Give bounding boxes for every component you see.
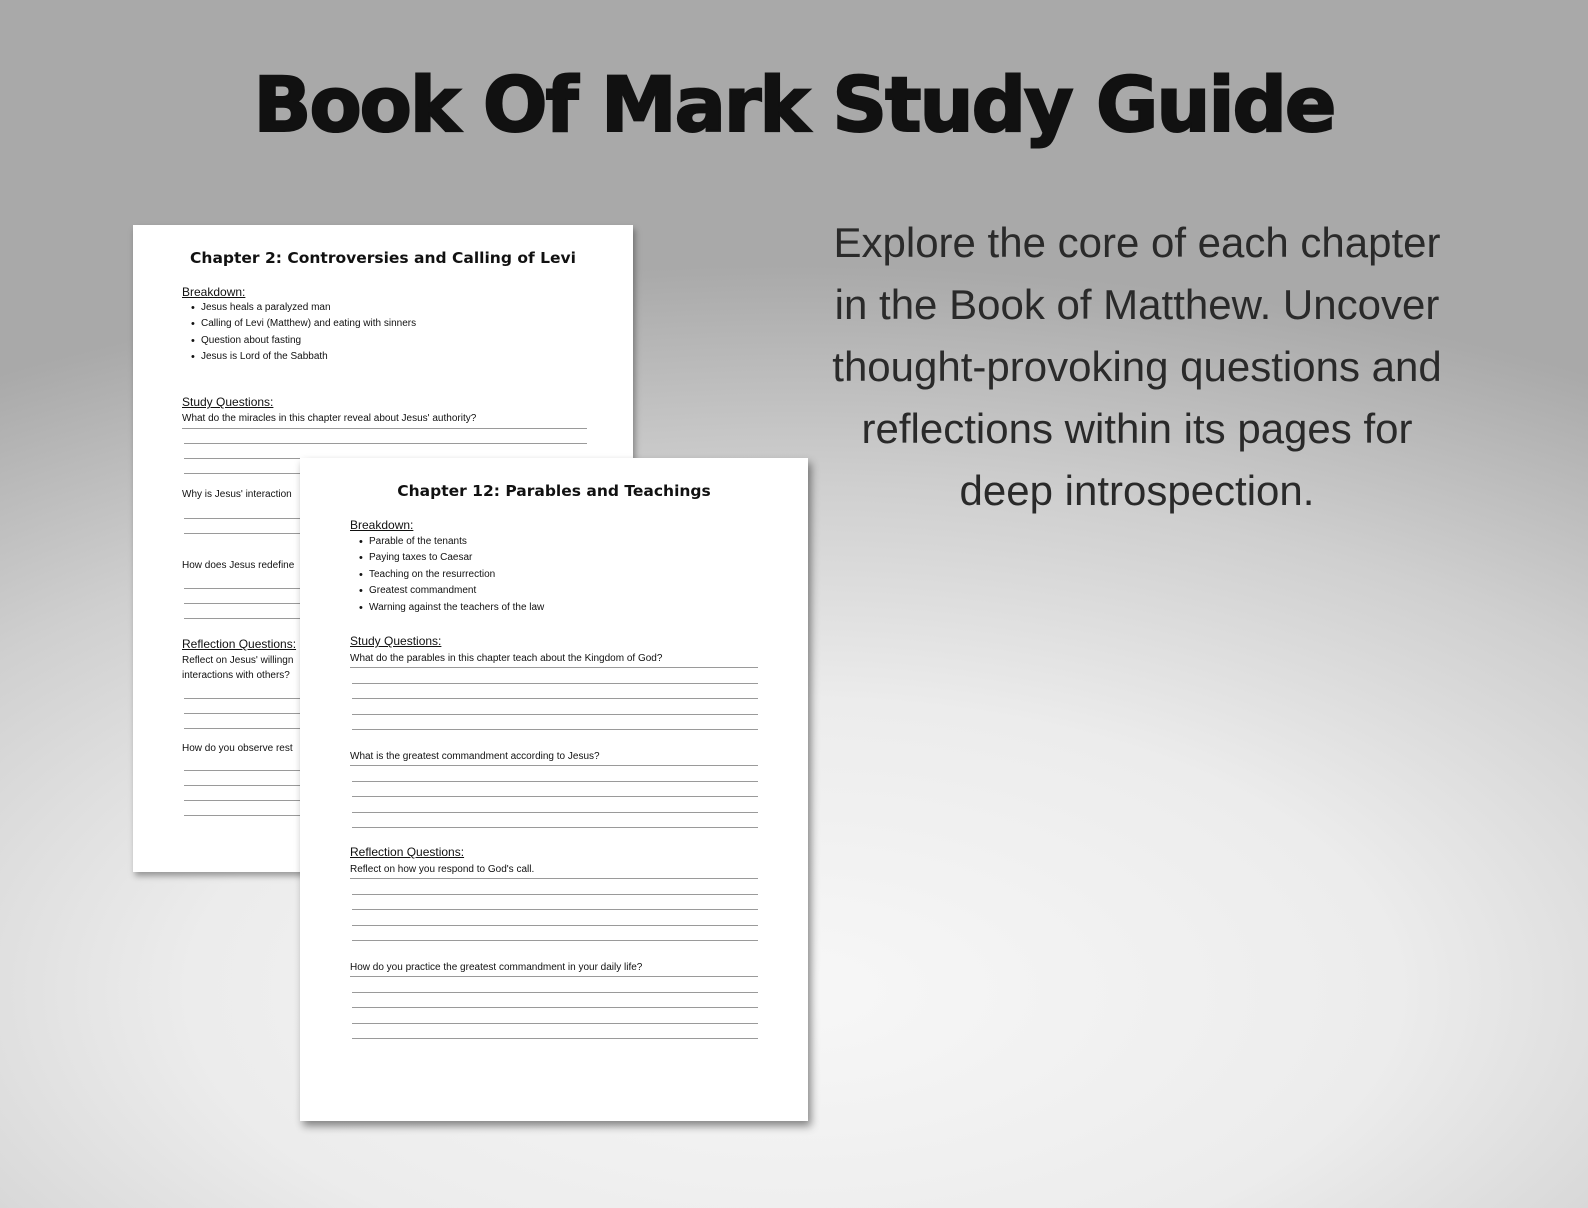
breakdown-list bbox=[350, 534, 544, 616]
question-text: Reflect on how you respond to God's call. bbox=[350, 864, 535, 875]
answer-line bbox=[352, 781, 758, 782]
description-text: Explore the core of each chapter in the Book of Matthew. Uncover thought-provoking questions and reflections within its pages for deep introspection. bbox=[832, 219, 1442, 514]
answer-line bbox=[352, 1023, 758, 1024]
question-text: What do the parables in this chapter teach about the Kingdom of God? bbox=[350, 653, 663, 664]
answer-line bbox=[350, 667, 758, 668]
answer-line bbox=[352, 1007, 758, 1008]
reflection-questions-heading: Reflection Questions: bbox=[182, 637, 297, 651]
question-text: Reflect on Jesus' willingn bbox=[182, 655, 294, 666]
breakdown-heading: Breakdown: bbox=[350, 518, 414, 532]
answer-line bbox=[352, 992, 758, 993]
answer-line bbox=[352, 698, 758, 699]
answer-line bbox=[352, 925, 758, 926]
answer-line bbox=[352, 796, 758, 797]
question-text: How does Jesus redefine bbox=[182, 560, 295, 571]
study-questions-heading: Study Questions: bbox=[182, 395, 274, 409]
list-item: • Paying taxes to Caesar bbox=[350, 550, 544, 566]
list-item: • Parable of the tenants bbox=[350, 534, 544, 550]
list-item: • Teaching on the resurrection bbox=[350, 567, 544, 583]
answer-line bbox=[352, 909, 758, 910]
breakdown-list bbox=[182, 300, 416, 366]
answer-line bbox=[352, 714, 758, 715]
answer-line bbox=[352, 940, 758, 941]
answer-line bbox=[352, 894, 758, 895]
question-text: What is the greatest commandment according to Jesus? bbox=[350, 751, 600, 762]
question-text: Why is Jesus' interaction bbox=[182, 489, 292, 500]
list-item: • Greatest commandment bbox=[350, 583, 544, 599]
answer-line bbox=[184, 443, 587, 444]
reflection-questions-heading: Reflection Questions: bbox=[350, 845, 465, 859]
breakdown-heading: Breakdown: bbox=[182, 285, 246, 299]
list-item: • Jesus is Lord of the Sabbath bbox=[182, 349, 416, 365]
answer-line bbox=[182, 428, 587, 429]
answer-line bbox=[352, 827, 758, 828]
question-text: How do you practice the greatest commandment in your daily life? bbox=[350, 962, 643, 973]
answer-line bbox=[350, 976, 758, 977]
chapter-title: Chapter 2: Controversies and Calling of Levi bbox=[190, 249, 576, 267]
answer-line bbox=[352, 1038, 758, 1039]
answer-line bbox=[352, 812, 758, 813]
page-title: Book Of Mark Study Guide bbox=[253, 60, 1335, 149]
chapter-title: Chapter 12: Parables and Teachings bbox=[397, 482, 711, 500]
answer-line bbox=[350, 878, 758, 879]
answer-line bbox=[352, 683, 758, 684]
list-item: • Calling of Levi (Matthew) and eating with sinners bbox=[182, 316, 416, 332]
question-text: interactions with others? bbox=[182, 670, 290, 681]
answer-line bbox=[352, 729, 758, 730]
list-item: • Warning against the teachers of the law bbox=[350, 600, 544, 616]
list-item: • Jesus heals a paralyzed man bbox=[182, 300, 416, 316]
question-text: What do the miracles in this chapter reveal about Jesus' authority? bbox=[182, 413, 477, 424]
list-item: • Question about fasting bbox=[182, 333, 416, 349]
question-text: How do you observe rest bbox=[182, 743, 293, 754]
answer-line bbox=[350, 765, 758, 766]
worksheet-page-chapter-12 bbox=[300, 458, 808, 1121]
study-questions-heading: Study Questions: bbox=[350, 634, 442, 648]
